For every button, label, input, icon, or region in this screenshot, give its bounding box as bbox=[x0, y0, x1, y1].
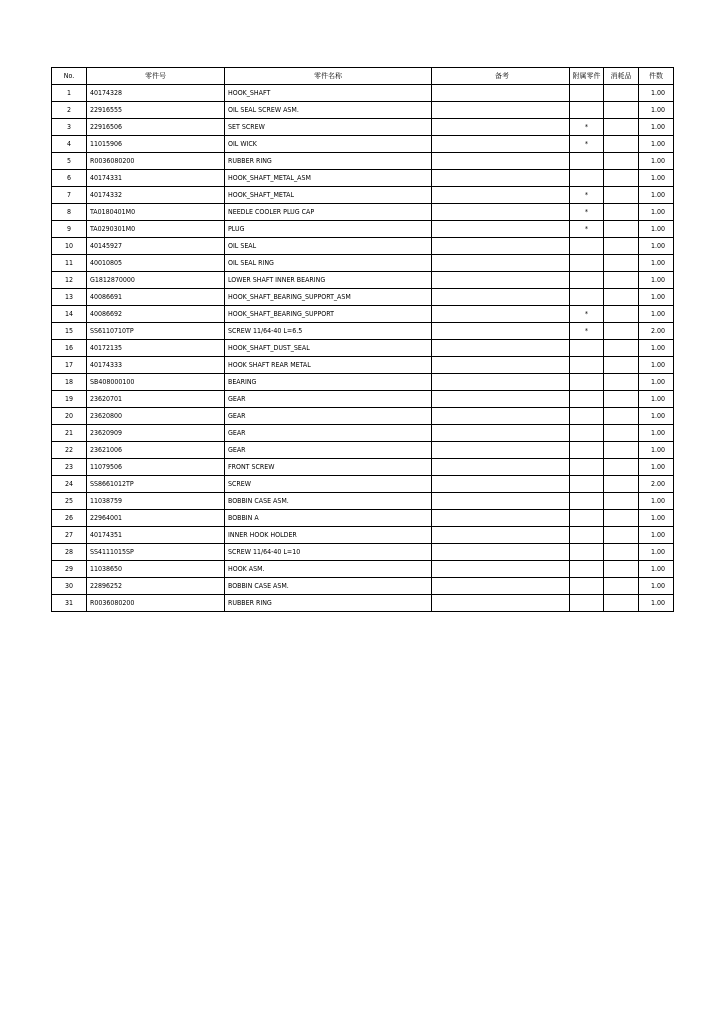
cell-quantity: 1.00 bbox=[639, 527, 674, 544]
cell-quantity: 1.00 bbox=[639, 136, 674, 153]
cell-part-number: 40174331 bbox=[87, 170, 225, 187]
cell-no: 28 bbox=[52, 544, 87, 561]
cell-no: 26 bbox=[52, 510, 87, 527]
table-row bbox=[52, 255, 674, 272]
cell-accessory: * bbox=[570, 136, 604, 153]
cell-part-name: SCREW bbox=[225, 476, 432, 493]
cell-quantity: 1.00 bbox=[639, 493, 674, 510]
cell-accessory bbox=[570, 357, 604, 374]
cell-consumable bbox=[604, 255, 639, 272]
cell-quantity: 1.00 bbox=[639, 119, 674, 136]
cell-no: 30 bbox=[52, 578, 87, 595]
table-row bbox=[52, 391, 674, 408]
cell-accessory: * bbox=[570, 323, 604, 340]
table-row bbox=[52, 136, 674, 153]
cell-accessory bbox=[570, 170, 604, 187]
table-row bbox=[52, 578, 674, 595]
header-part-name: 零件名称 bbox=[225, 68, 432, 85]
cell-consumable bbox=[604, 323, 639, 340]
cell-part-name: HOOK_SHAFT_DUST_SEAL bbox=[225, 340, 432, 357]
cell-remarks bbox=[432, 459, 570, 476]
cell-quantity: 1.00 bbox=[639, 187, 674, 204]
cell-part-number: SB408000100 bbox=[87, 374, 225, 391]
cell-remarks bbox=[432, 102, 570, 119]
cell-part-name: BEARING bbox=[225, 374, 432, 391]
cell-no: 20 bbox=[52, 408, 87, 425]
cell-remarks bbox=[432, 170, 570, 187]
cell-part-number: 23620701 bbox=[87, 391, 225, 408]
cell-accessory bbox=[570, 595, 604, 612]
cell-accessory bbox=[570, 391, 604, 408]
cell-accessory bbox=[570, 459, 604, 476]
cell-remarks bbox=[432, 408, 570, 425]
cell-quantity: 1.00 bbox=[639, 170, 674, 187]
cell-accessory bbox=[570, 255, 604, 272]
cell-part-name: HOOK ASM. bbox=[225, 561, 432, 578]
cell-part-number: 40174332 bbox=[87, 187, 225, 204]
cell-consumable bbox=[604, 459, 639, 476]
cell-consumable bbox=[604, 357, 639, 374]
header-accessory: 附属零件 bbox=[570, 68, 604, 85]
table-row bbox=[52, 306, 674, 323]
cell-no: 23 bbox=[52, 459, 87, 476]
cell-consumable bbox=[604, 544, 639, 561]
cell-part-name: LOWER SHAFT INNER BEARING bbox=[225, 272, 432, 289]
cell-quantity: 1.00 bbox=[639, 238, 674, 255]
cell-accessory bbox=[570, 153, 604, 170]
parts-table-body bbox=[52, 85, 674, 612]
cell-accessory bbox=[570, 289, 604, 306]
table-row bbox=[52, 425, 674, 442]
cell-quantity: 1.00 bbox=[639, 272, 674, 289]
cell-consumable bbox=[604, 340, 639, 357]
cell-part-number: R0036080200 bbox=[87, 153, 225, 170]
cell-part-name: NEEDLE COOLER PLUG CAP bbox=[225, 204, 432, 221]
cell-remarks bbox=[432, 119, 570, 136]
cell-no: 24 bbox=[52, 476, 87, 493]
cell-remarks bbox=[432, 272, 570, 289]
cell-remarks bbox=[432, 510, 570, 527]
cell-remarks bbox=[432, 221, 570, 238]
cell-consumable bbox=[604, 425, 639, 442]
cell-part-number: 11038759 bbox=[87, 493, 225, 510]
cell-accessory: * bbox=[570, 119, 604, 136]
cell-quantity: 1.00 bbox=[639, 578, 674, 595]
cell-part-number: 23620800 bbox=[87, 408, 225, 425]
cell-quantity: 1.00 bbox=[639, 340, 674, 357]
cell-no: 16 bbox=[52, 340, 87, 357]
cell-part-name: FRONT SCREW bbox=[225, 459, 432, 476]
cell-quantity: 1.00 bbox=[639, 204, 674, 221]
cell-consumable bbox=[604, 119, 639, 136]
cell-accessory bbox=[570, 408, 604, 425]
table-row bbox=[52, 374, 674, 391]
table-row bbox=[52, 493, 674, 510]
cell-accessory bbox=[570, 544, 604, 561]
cell-quantity: 1.00 bbox=[639, 374, 674, 391]
cell-part-name: BOBBIN CASE ASM. bbox=[225, 578, 432, 595]
cell-part-name: GEAR bbox=[225, 391, 432, 408]
table-row bbox=[52, 85, 674, 102]
table-row bbox=[52, 527, 674, 544]
cell-consumable bbox=[604, 476, 639, 493]
cell-part-name: HOOK_SHAFT_METAL bbox=[225, 187, 432, 204]
cell-remarks bbox=[432, 153, 570, 170]
cell-remarks bbox=[432, 493, 570, 510]
cell-no: 4 bbox=[52, 136, 87, 153]
cell-part-number: TA0290301M0 bbox=[87, 221, 225, 238]
cell-quantity: 1.00 bbox=[639, 255, 674, 272]
cell-remarks bbox=[432, 544, 570, 561]
cell-no: 2 bbox=[52, 102, 87, 119]
cell-part-number: SS8661012TP bbox=[87, 476, 225, 493]
cell-part-name: HOOK_SHAFT_BEARING_SUPPORT_ASM bbox=[225, 289, 432, 306]
cell-part-name: OIL SEAL bbox=[225, 238, 432, 255]
cell-no: 9 bbox=[52, 221, 87, 238]
cell-consumable bbox=[604, 136, 639, 153]
cell-consumable bbox=[604, 442, 639, 459]
cell-part-name: SCREW 11/64-40 L=6.5 bbox=[225, 323, 432, 340]
cell-part-number: 40086691 bbox=[87, 289, 225, 306]
cell-consumable bbox=[604, 306, 639, 323]
cell-part-number: 22964001 bbox=[87, 510, 225, 527]
cell-part-name: HOOK_SHAFT_BEARING_SUPPORT bbox=[225, 306, 432, 323]
cell-no: 19 bbox=[52, 391, 87, 408]
table-row bbox=[52, 204, 674, 221]
cell-remarks bbox=[432, 204, 570, 221]
cell-quantity: 1.00 bbox=[639, 544, 674, 561]
cell-part-number: 23620909 bbox=[87, 425, 225, 442]
cell-accessory: * bbox=[570, 306, 604, 323]
cell-part-number: 11015906 bbox=[87, 136, 225, 153]
cell-no: 31 bbox=[52, 595, 87, 612]
cell-part-name: RUBBER RING bbox=[225, 153, 432, 170]
cell-accessory bbox=[570, 561, 604, 578]
cell-part-name: HOOK_SHAFT bbox=[225, 85, 432, 102]
cell-part-number: 40145927 bbox=[87, 238, 225, 255]
cell-quantity: 1.00 bbox=[639, 391, 674, 408]
table-row bbox=[52, 272, 674, 289]
cell-no: 17 bbox=[52, 357, 87, 374]
cell-no: 13 bbox=[52, 289, 87, 306]
table-row bbox=[52, 476, 674, 493]
cell-accessory: * bbox=[570, 221, 604, 238]
cell-consumable bbox=[604, 578, 639, 595]
cell-remarks bbox=[432, 306, 570, 323]
cell-quantity: 1.00 bbox=[639, 408, 674, 425]
cell-part-name: GEAR bbox=[225, 408, 432, 425]
cell-remarks bbox=[432, 255, 570, 272]
cell-remarks bbox=[432, 238, 570, 255]
cell-remarks bbox=[432, 136, 570, 153]
cell-no: 11 bbox=[52, 255, 87, 272]
cell-accessory bbox=[570, 510, 604, 527]
cell-accessory: * bbox=[570, 204, 604, 221]
cell-part-name: INNER HOOK HOLDER bbox=[225, 527, 432, 544]
cell-consumable bbox=[604, 408, 639, 425]
cell-part-number: G1812870000 bbox=[87, 272, 225, 289]
cell-consumable bbox=[604, 289, 639, 306]
cell-part-number: SS4111015SP bbox=[87, 544, 225, 561]
cell-part-name: PLUG bbox=[225, 221, 432, 238]
cell-consumable bbox=[604, 238, 639, 255]
cell-consumable bbox=[604, 102, 639, 119]
cell-part-name: SCREW 11/64-40 L=10 bbox=[225, 544, 432, 561]
table-header-row bbox=[52, 68, 674, 85]
cell-remarks bbox=[432, 527, 570, 544]
cell-remarks bbox=[432, 578, 570, 595]
cell-consumable bbox=[604, 527, 639, 544]
cell-remarks bbox=[432, 391, 570, 408]
cell-accessory bbox=[570, 476, 604, 493]
cell-part-number: 22916506 bbox=[87, 119, 225, 136]
cell-remarks bbox=[432, 357, 570, 374]
cell-quantity: 1.00 bbox=[639, 289, 674, 306]
cell-remarks bbox=[432, 476, 570, 493]
table-row bbox=[52, 170, 674, 187]
table-row bbox=[52, 408, 674, 425]
table-row bbox=[52, 323, 674, 340]
cell-part-number: 22896252 bbox=[87, 578, 225, 595]
cell-quantity: 2.00 bbox=[639, 476, 674, 493]
cell-part-name: SET SCREW bbox=[225, 119, 432, 136]
cell-accessory bbox=[570, 493, 604, 510]
cell-consumable bbox=[604, 493, 639, 510]
cell-accessory bbox=[570, 442, 604, 459]
cell-quantity: 1.00 bbox=[639, 595, 674, 612]
cell-remarks bbox=[432, 425, 570, 442]
header-remarks: 备考 bbox=[432, 68, 570, 85]
table-row bbox=[52, 221, 674, 238]
cell-accessory bbox=[570, 374, 604, 391]
cell-no: 29 bbox=[52, 561, 87, 578]
cell-no: 10 bbox=[52, 238, 87, 255]
table-row bbox=[52, 187, 674, 204]
cell-part-name: BOBBIN CASE ASM. bbox=[225, 493, 432, 510]
cell-part-name: RUBBER RING bbox=[225, 595, 432, 612]
cell-remarks bbox=[432, 323, 570, 340]
cell-part-number: 40086692 bbox=[87, 306, 225, 323]
cell-consumable bbox=[604, 561, 639, 578]
table-row bbox=[52, 289, 674, 306]
table-row bbox=[52, 153, 674, 170]
table-row bbox=[52, 102, 674, 119]
cell-accessory bbox=[570, 425, 604, 442]
cell-remarks bbox=[432, 340, 570, 357]
cell-remarks bbox=[432, 595, 570, 612]
cell-quantity: 1.00 bbox=[639, 510, 674, 527]
cell-accessory bbox=[570, 340, 604, 357]
cell-no: 21 bbox=[52, 425, 87, 442]
cell-consumable bbox=[604, 510, 639, 527]
cell-part-name: BOBBIN A bbox=[225, 510, 432, 527]
cell-quantity: 1.00 bbox=[639, 442, 674, 459]
cell-consumable bbox=[604, 221, 639, 238]
cell-part-number: 40174333 bbox=[87, 357, 225, 374]
cell-consumable bbox=[604, 374, 639, 391]
header-consumable: 消耗品 bbox=[604, 68, 639, 85]
table-row bbox=[52, 595, 674, 612]
cell-part-number: 23621006 bbox=[87, 442, 225, 459]
cell-no: 6 bbox=[52, 170, 87, 187]
cell-no: 15 bbox=[52, 323, 87, 340]
cell-quantity: 1.00 bbox=[639, 85, 674, 102]
cell-quantity: 1.00 bbox=[639, 153, 674, 170]
table-row bbox=[52, 561, 674, 578]
cell-consumable bbox=[604, 391, 639, 408]
cell-part-number: 40172135 bbox=[87, 340, 225, 357]
cell-no: 1 bbox=[52, 85, 87, 102]
cell-no: 14 bbox=[52, 306, 87, 323]
cell-remarks bbox=[432, 85, 570, 102]
cell-part-name: OIL SEAL SCREW ASM. bbox=[225, 102, 432, 119]
cell-remarks bbox=[432, 187, 570, 204]
cell-accessory bbox=[570, 578, 604, 595]
cell-part-name: OIL SEAL RING bbox=[225, 255, 432, 272]
cell-no: 12 bbox=[52, 272, 87, 289]
cell-consumable bbox=[604, 153, 639, 170]
cell-part-number: R0036080200 bbox=[87, 595, 225, 612]
cell-quantity: 1.00 bbox=[639, 459, 674, 476]
cell-no: 5 bbox=[52, 153, 87, 170]
cell-part-number: 40174328 bbox=[87, 85, 225, 102]
table-row bbox=[52, 357, 674, 374]
table-row bbox=[52, 544, 674, 561]
cell-quantity: 1.00 bbox=[639, 306, 674, 323]
cell-part-number: 11038650 bbox=[87, 561, 225, 578]
cell-remarks bbox=[432, 442, 570, 459]
cell-no: 27 bbox=[52, 527, 87, 544]
cell-consumable bbox=[604, 272, 639, 289]
cell-no: 7 bbox=[52, 187, 87, 204]
cell-part-name: GEAR bbox=[225, 425, 432, 442]
cell-part-number: SS6110710TP bbox=[87, 323, 225, 340]
cell-part-name: OIL WICK bbox=[225, 136, 432, 153]
table-row bbox=[52, 238, 674, 255]
cell-quantity: 1.00 bbox=[639, 425, 674, 442]
parts-table bbox=[51, 67, 674, 612]
cell-consumable bbox=[604, 204, 639, 221]
cell-consumable bbox=[604, 187, 639, 204]
cell-remarks bbox=[432, 374, 570, 391]
cell-part-number: TA0180401M0 bbox=[87, 204, 225, 221]
cell-accessory bbox=[570, 102, 604, 119]
cell-no: 3 bbox=[52, 119, 87, 136]
cell-quantity: 1.00 bbox=[639, 221, 674, 238]
cell-consumable bbox=[604, 170, 639, 187]
cell-remarks bbox=[432, 289, 570, 306]
cell-accessory bbox=[570, 238, 604, 255]
header-quantity: 件数 bbox=[639, 68, 674, 85]
cell-accessory bbox=[570, 527, 604, 544]
cell-accessory bbox=[570, 85, 604, 102]
cell-part-name: HOOK SHAFT REAR METAL bbox=[225, 357, 432, 374]
cell-part-number: 22916555 bbox=[87, 102, 225, 119]
table-row bbox=[52, 119, 674, 136]
cell-part-name: GEAR bbox=[225, 442, 432, 459]
cell-no: 8 bbox=[52, 204, 87, 221]
cell-consumable bbox=[604, 595, 639, 612]
table-row bbox=[52, 340, 674, 357]
cell-part-name: HOOK_SHAFT_METAL_ASM bbox=[225, 170, 432, 187]
cell-part-number: 11079506 bbox=[87, 459, 225, 476]
table-row bbox=[52, 442, 674, 459]
cell-quantity: 1.00 bbox=[639, 561, 674, 578]
cell-accessory: * bbox=[570, 187, 604, 204]
cell-part-number: 40010805 bbox=[87, 255, 225, 272]
header-part-number: 零件号 bbox=[87, 68, 225, 85]
header-no: No. bbox=[52, 68, 87, 85]
cell-quantity: 1.00 bbox=[639, 357, 674, 374]
cell-no: 18 bbox=[52, 374, 87, 391]
cell-part-number: 40174351 bbox=[87, 527, 225, 544]
cell-consumable bbox=[604, 85, 639, 102]
cell-accessory bbox=[570, 272, 604, 289]
cell-remarks bbox=[432, 561, 570, 578]
table-row bbox=[52, 510, 674, 527]
cell-no: 25 bbox=[52, 493, 87, 510]
cell-quantity: 1.00 bbox=[639, 102, 674, 119]
cell-quantity: 2.00 bbox=[639, 323, 674, 340]
cell-no: 22 bbox=[52, 442, 87, 459]
table-row bbox=[52, 459, 674, 476]
